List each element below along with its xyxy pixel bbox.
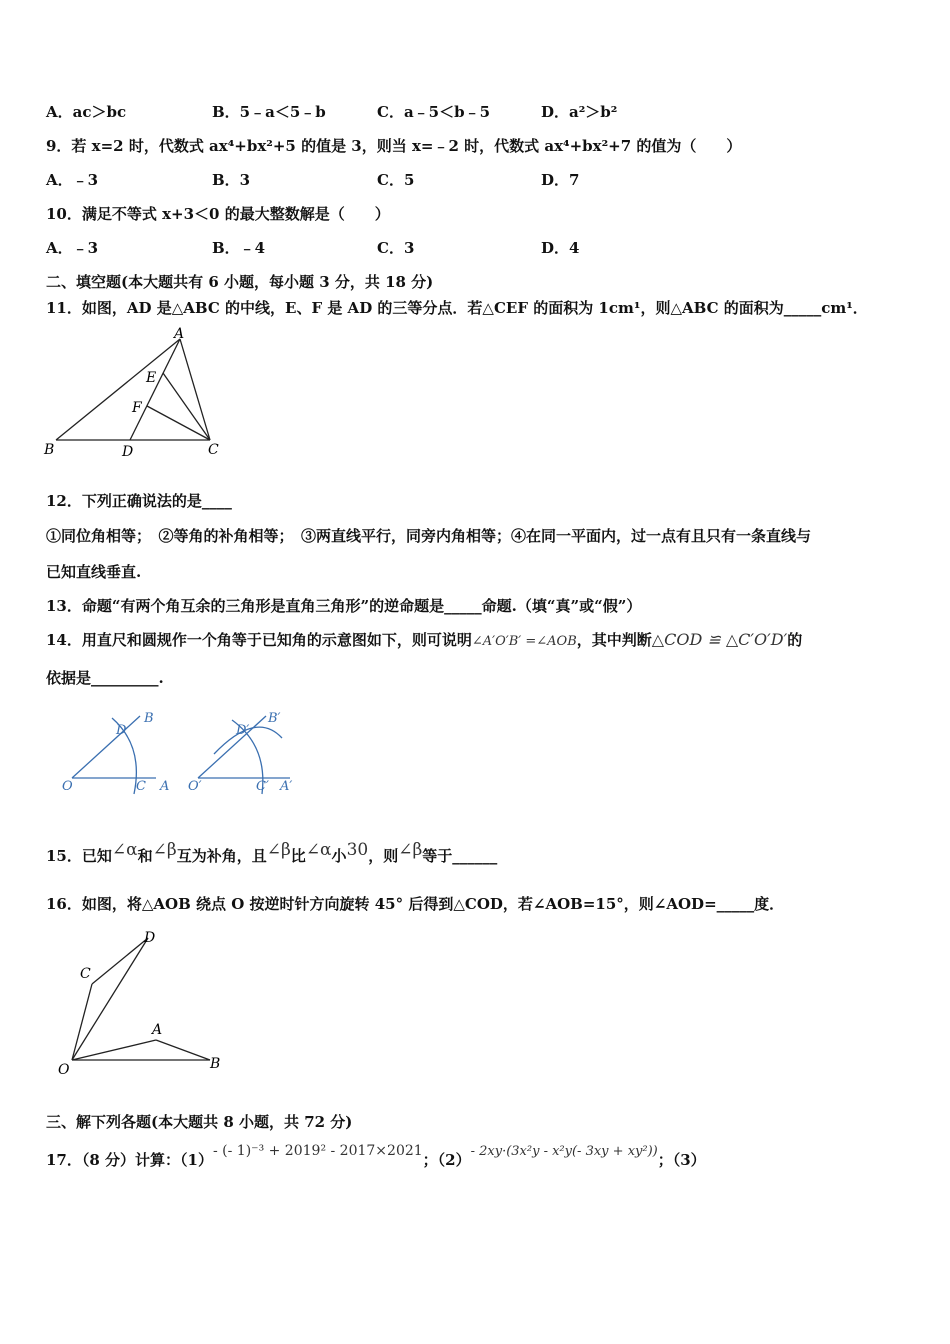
q10-option-b: B．﹣4 bbox=[212, 239, 266, 257]
q15-part2: 和 bbox=[137, 847, 153, 865]
q16-label-d: D bbox=[144, 930, 156, 946]
q16-label-o: O bbox=[58, 1062, 70, 1078]
q15-line bbox=[46, 840, 498, 866]
q15-angle-beta: ∠β bbox=[152, 840, 177, 860]
q14-text-c: 的 bbox=[787, 631, 803, 649]
q8-option-d: D．a²＞b² bbox=[541, 103, 618, 121]
q14-right-label-d: D′ bbox=[236, 723, 250, 738]
q16-label-c: C bbox=[80, 966, 91, 982]
q11-side-ac bbox=[180, 339, 210, 440]
q12-text: 12．下列正确说法的是____ bbox=[46, 492, 232, 510]
q12-statements-line1: ①同位角相等； ②等角的补角相等； ③两直线平行，同旁内角相等；④在同一平面内，过一点有且只有一条直线与 bbox=[46, 527, 812, 545]
q10-option-d: D．4 bbox=[541, 239, 580, 257]
q11-median-ad bbox=[130, 339, 180, 440]
q9-text: 9．若 x=2 时，代数式 ax⁴+bx²+5 的值是 3，则当 x=﹣2 时，代数式 ax⁴+bx²+7 的值为（ ） bbox=[46, 137, 742, 155]
q11-label-e: E bbox=[146, 370, 157, 386]
q15-part1: 15．已知 bbox=[46, 847, 112, 865]
q16-text: 16．如图，将△AOB 绕点 O 按逆时针方向旋转 45° 后得到△COD，若∠AOB=15°，则∠AOD=_____度． bbox=[46, 895, 785, 913]
q12-statements-line2: 已知直线垂直. bbox=[46, 563, 142, 581]
q17-expression-2: - 2xy·(3x²y - x²y(- 3xy + xy²)) bbox=[470, 1144, 658, 1159]
q9-option-b: B．3 bbox=[212, 171, 251, 189]
q15-angle-beta-2: ∠β bbox=[266, 840, 291, 860]
q14-right-label-c: C′ bbox=[256, 779, 269, 794]
q14-line1 bbox=[46, 630, 802, 652]
q15-value: 30 bbox=[346, 840, 369, 860]
q9-option-c: C．5 bbox=[377, 171, 415, 189]
q10-option-a: A．﹣3 bbox=[46, 239, 99, 257]
section2-title: 二、填空题(本大题共有 6 小题，每小题 3 分，共 18 分) bbox=[46, 273, 434, 291]
q16-rotation-figure bbox=[52, 926, 232, 1078]
q17-line bbox=[46, 1143, 706, 1172]
q16-label-b: B bbox=[210, 1056, 221, 1072]
q9-option-a: A．﹣3 bbox=[46, 171, 99, 189]
q14-right-label-o: O′ bbox=[188, 779, 202, 794]
q17-separator-2: ；（3） bbox=[657, 1151, 706, 1169]
q16-segment-cd bbox=[92, 938, 148, 984]
q14-right-label-b: B′ bbox=[268, 711, 281, 726]
q13-text: 13．命题“有两个角互余的三角形是直角三角形”的逆命题是_____命题.（填“真”或“假”） bbox=[46, 597, 642, 615]
q14-left-label-c: C bbox=[136, 779, 146, 794]
q16-label-a: A bbox=[152, 1022, 163, 1038]
q15-angle-beta-3: ∠β bbox=[398, 840, 423, 860]
q14-left-label-b: B bbox=[144, 711, 154, 726]
q9-option-d: D．7 bbox=[541, 171, 580, 189]
q16-segment-ab bbox=[156, 1040, 210, 1060]
q14-line2: 依据是_________. bbox=[46, 669, 164, 687]
q14-left-label-a: A bbox=[160, 779, 170, 794]
q14-text-b: ，其中判断 bbox=[576, 631, 652, 649]
section3-title: 三、解下列各题(本大题共 8 小题，共 72 分) bbox=[46, 1113, 353, 1131]
q16-segment-oc bbox=[72, 984, 92, 1060]
q15-part4: 比 bbox=[290, 847, 306, 865]
q15-part5: 小 bbox=[331, 847, 347, 865]
q11-label-f: F bbox=[132, 400, 142, 416]
q17-prefix: 17．（8 分）计算：（1） bbox=[46, 1151, 213, 1169]
q11-segment-ec bbox=[163, 373, 210, 440]
q17-expression-1: - (- 1)⁻³ + 2019² - 2017×2021 bbox=[212, 1143, 423, 1159]
q10-option-c: C．3 bbox=[377, 239, 415, 257]
q16-segment-oa bbox=[72, 1040, 156, 1060]
q14-congruence: △COD ≌ △C′O′D′ bbox=[651, 630, 788, 649]
q11-side-ba bbox=[56, 339, 180, 440]
q11-label-c: C bbox=[208, 442, 219, 458]
q8-option-c: C．a﹣5＜b﹣5 bbox=[377, 103, 491, 121]
q14-left-label-o: O bbox=[62, 779, 73, 794]
q11-text: 11．如图，AD 是△ABC 的中线，E、F 是 AD 的三等分点．若△CEF 的面积为 1cm¹，则△ABC 的面积为_____cm¹． bbox=[46, 299, 868, 317]
q15-part3: 互为补角，且 bbox=[176, 847, 267, 865]
q11-label-a: A bbox=[174, 326, 185, 342]
q15-angle-alpha-2: ∠α bbox=[305, 840, 332, 860]
q14-text-a: 14．用直尺和圆规作一个角等于已知角的示意图如下，则可说明 bbox=[46, 631, 472, 649]
q14-left-label-d: D bbox=[116, 723, 127, 738]
q14-right-label-a: A′ bbox=[280, 779, 293, 794]
q15-part7: 等于______ bbox=[422, 847, 498, 865]
q11-label-d: D bbox=[122, 444, 134, 460]
q17-separator-1: ；（2） bbox=[422, 1151, 471, 1169]
q8-option-b: B．5﹣a＜5﹣b bbox=[212, 103, 326, 121]
q11-triangle-figure bbox=[40, 326, 240, 466]
q15-part6: ，则 bbox=[368, 847, 399, 865]
q14-angle-equation: ∠A′O′B′ =∠AOB bbox=[471, 634, 577, 649]
q11-segment-fc bbox=[147, 406, 210, 440]
q14-left-ray-ob bbox=[72, 716, 140, 778]
q16-segment-od bbox=[72, 938, 148, 1060]
q11-label-b: B bbox=[44, 442, 55, 458]
q8-option-a: A．ac＞bc bbox=[46, 103, 127, 121]
q14-compass-figure bbox=[56, 706, 306, 802]
q10-text: 10．满足不等式 x+3＜0 的最大整数解是（ ） bbox=[46, 205, 390, 223]
q15-angle-alpha: ∠α bbox=[111, 840, 138, 860]
